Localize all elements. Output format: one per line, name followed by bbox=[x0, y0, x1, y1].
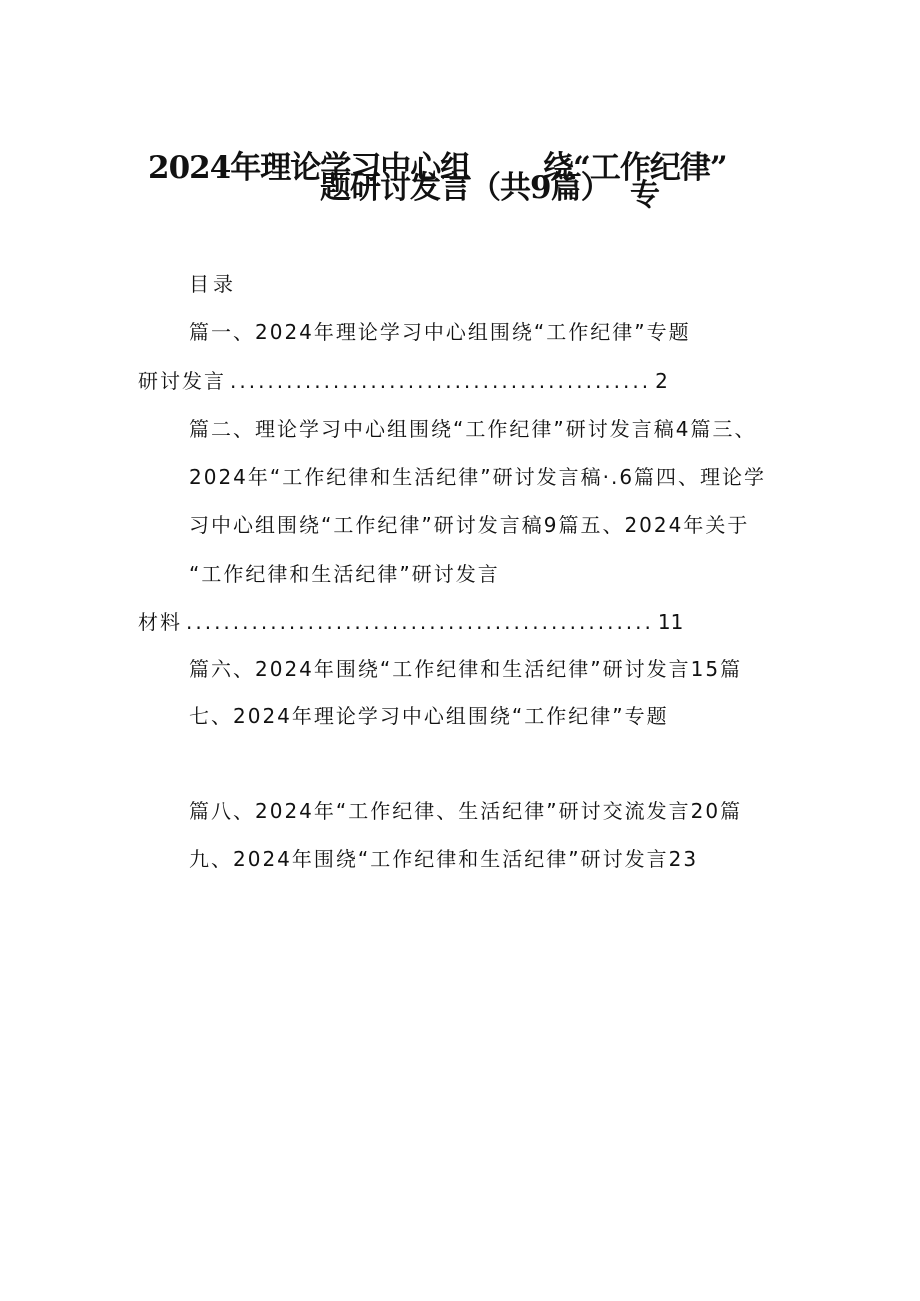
page-number: 11 bbox=[657, 610, 684, 634]
title-part-1: 2024年理论学习中心组 bbox=[148, 150, 471, 186]
toc-line: 习中心组围绕“工作纪律”研讨发言稿9篇五、2024年关于 bbox=[189, 513, 750, 537]
dot-leader: ............................................. bbox=[230, 369, 652, 393]
toc-line: “工作纪律和生活纪律”研讨发言 bbox=[189, 562, 500, 586]
dot-leader: .................................................. bbox=[186, 610, 654, 634]
toc-line: 篇二、理论学习中心组围绕“工作纪律”研讨发言稿4篇三、 bbox=[189, 417, 757, 441]
toc-line-with-leader bbox=[138, 608, 683, 636]
toc-line: 七、2024年理论学习中心组围绕“工作纪律”专题 bbox=[189, 704, 669, 728]
toc-line: 篇八、2024年“工作纪律、生活纪律”研讨交流发言20篇 bbox=[189, 799, 743, 823]
toc-entry-text: 研讨发言 bbox=[138, 369, 226, 393]
toc-line: 2024年“工作纪律和生活纪律”研讨发言稿·.6篇四、理论学 bbox=[189, 465, 767, 489]
toc-heading: 目录 bbox=[189, 272, 237, 296]
toc-line: 篇一、2024年理论学习中心组围绕“工作纪律”专题 bbox=[189, 320, 691, 344]
toc-entry-text: 材料 bbox=[138, 610, 182, 634]
toc-line-with-leader bbox=[138, 367, 668, 395]
title-part-2: 绕“工作纪律” bbox=[543, 150, 727, 186]
title-part-3: 题研讨发言（共9篇） bbox=[320, 170, 611, 206]
toc-line: 九、2024年围绕“工作纪律和生活纪律”研讨发言23 bbox=[189, 847, 699, 871]
title-part-4: 专 bbox=[630, 178, 659, 213]
toc-line: 篇六、2024年围绕“工作纪律和生活纪律”研讨发言15篇 bbox=[189, 657, 743, 681]
page-number: 2 bbox=[655, 369, 668, 393]
